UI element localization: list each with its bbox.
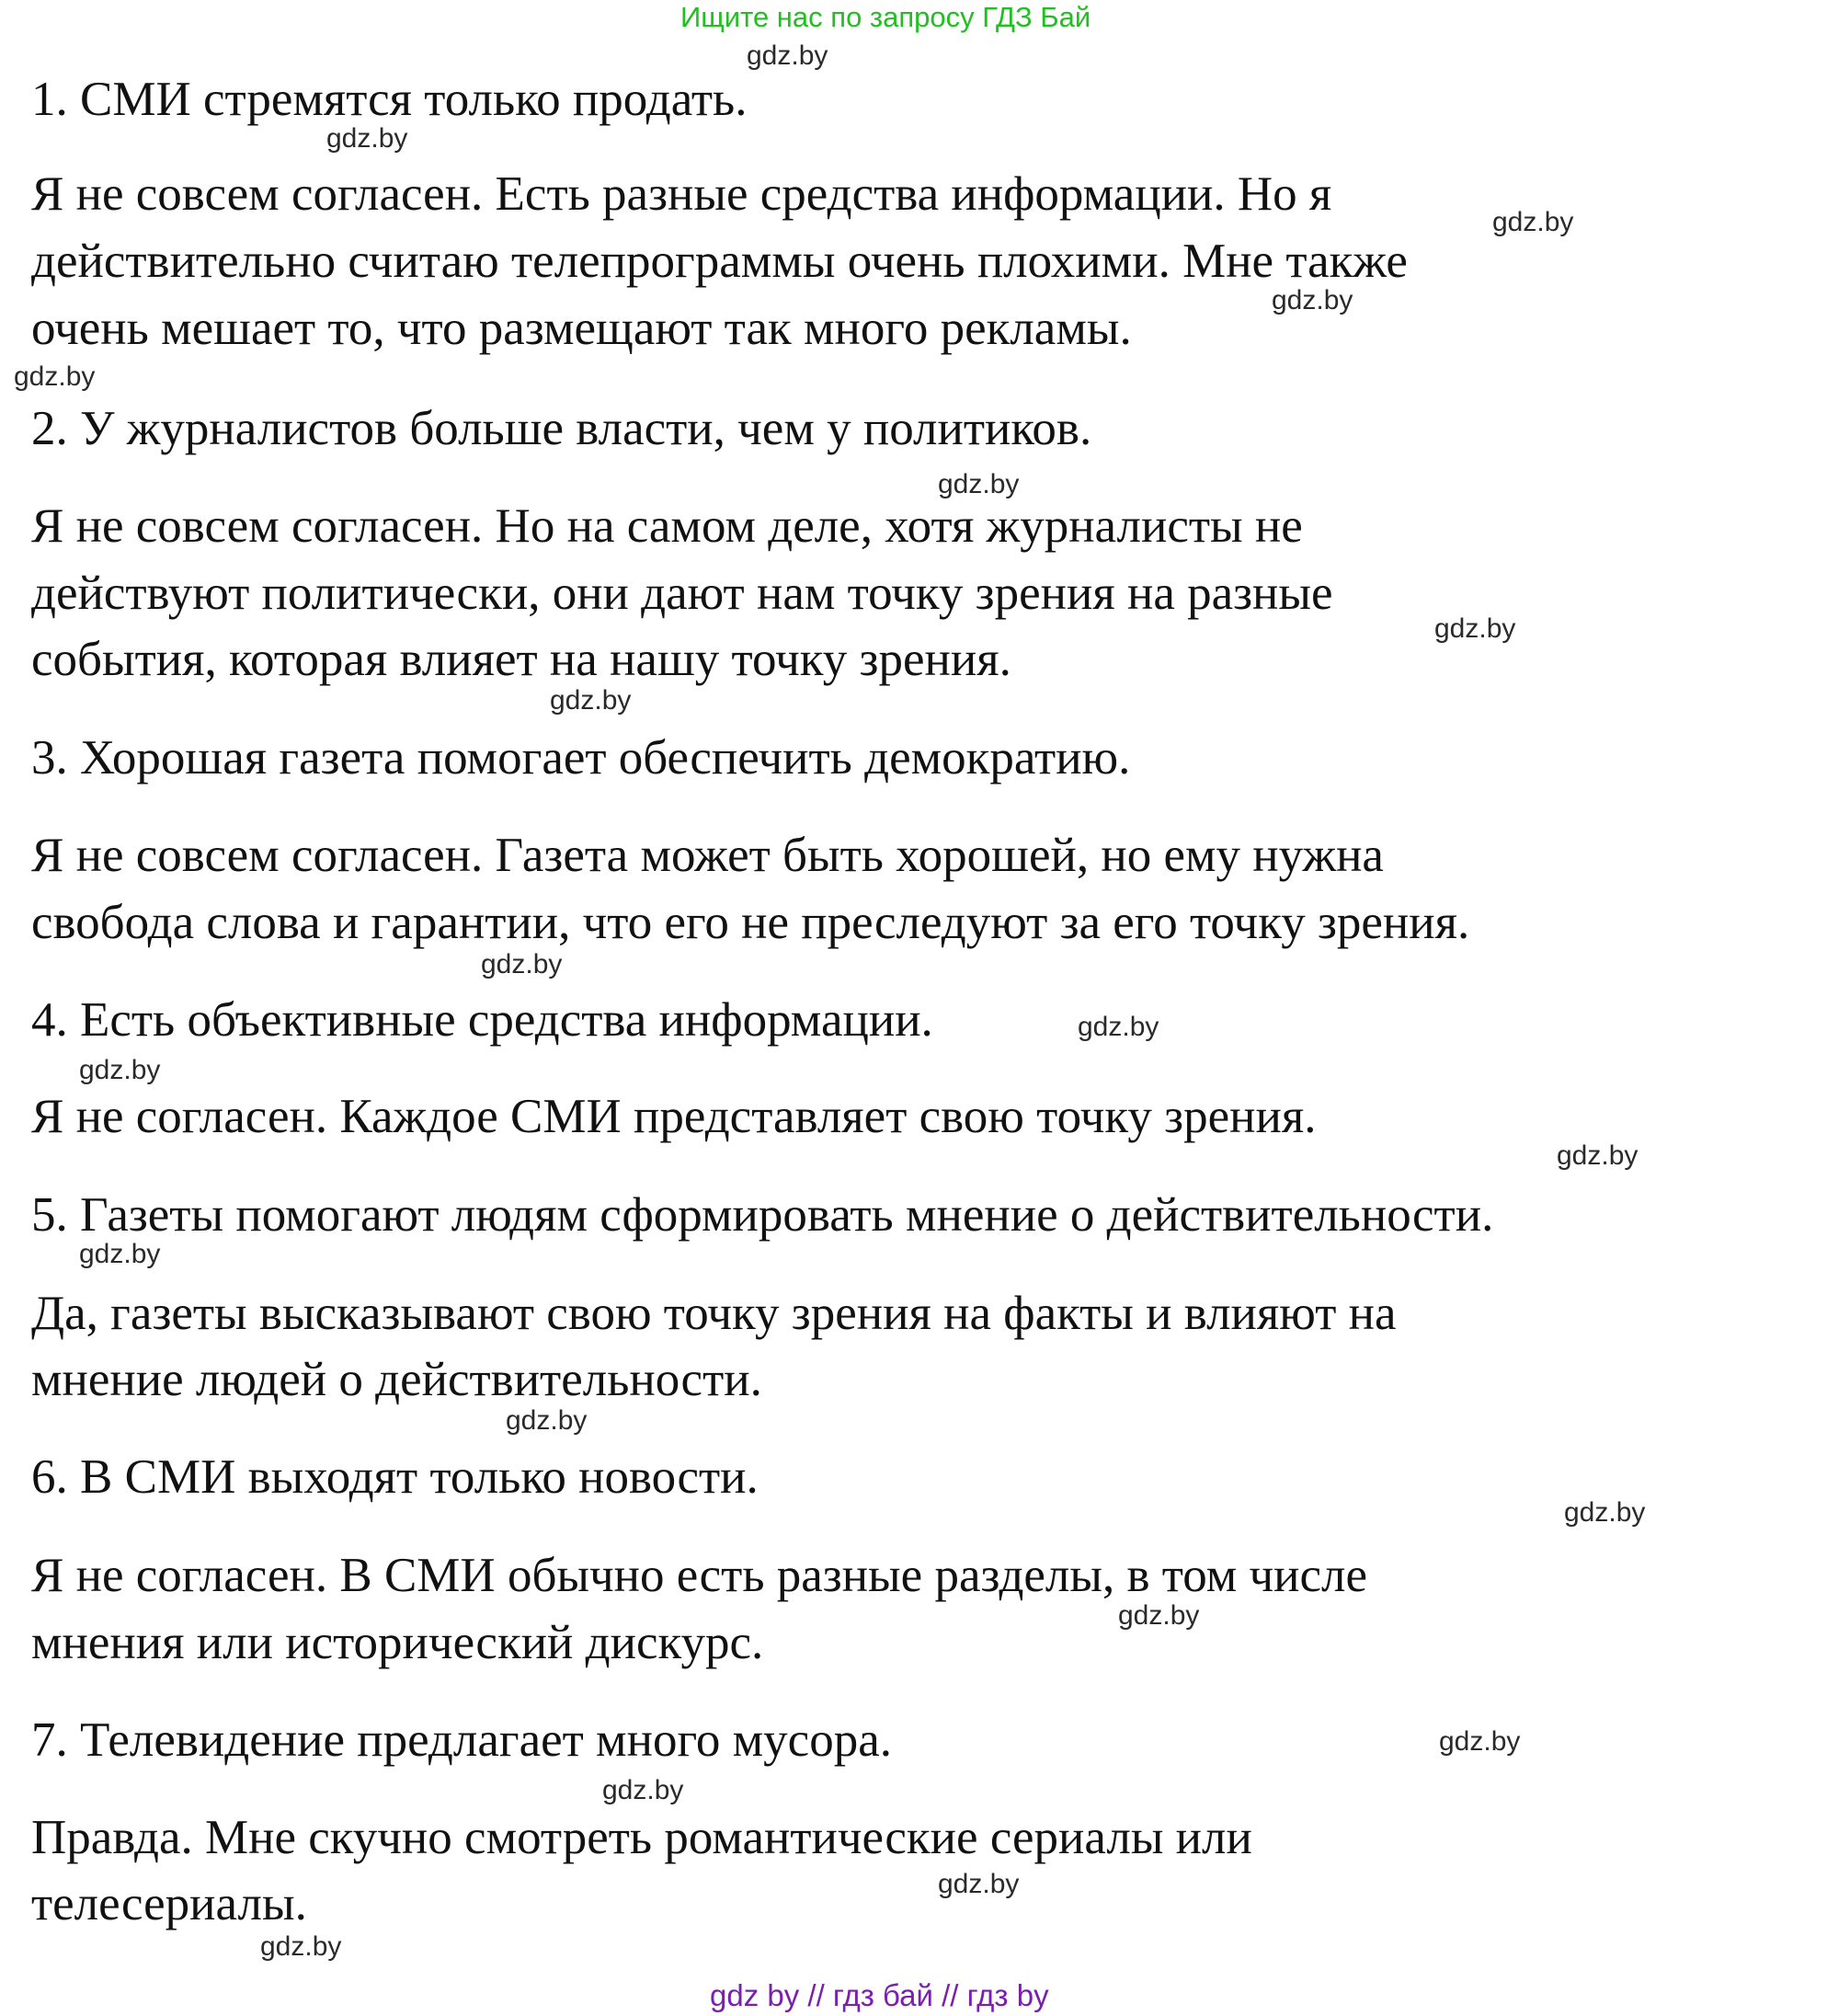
watermark: gdz.by xyxy=(1118,1600,1200,1631)
footer-links[interactable]: gdz by // гдз бай // гдз by xyxy=(710,1978,1049,2012)
watermark: gdz.by xyxy=(1434,613,1516,644)
answer-4-line-1: Я не согласен. Каждое СМИ представляет свою точку зрения. xyxy=(31,1090,1317,1143)
answer-2-line-3: события, которая влияет на нашу точку зрения. xyxy=(31,633,1011,686)
watermark: gdz.by xyxy=(1078,1012,1159,1042)
watermark: gdz.by xyxy=(550,685,632,716)
answer-5-line-2: мнение людей о действительности. xyxy=(31,1353,762,1406)
watermark: gdz.by xyxy=(747,40,828,71)
statement-6: 6. В СМИ выходят только новости. xyxy=(31,1450,759,1504)
answer-2-line-2: действуют политически, они дают нам точку зрения на разные xyxy=(31,567,1333,620)
watermark: gdz.by xyxy=(260,1931,342,1962)
watermark: gdz.by xyxy=(938,1869,1020,1899)
statement-4: 4. Есть объективные средства информации. xyxy=(31,993,933,1047)
statement-2: 2. У журналистов больше власти, чем у политиков. xyxy=(31,402,1092,455)
answer-1-line-1: Я не совсем согласен. Есть разные средства информации. Но я xyxy=(31,167,1332,221)
watermark: gdz.by xyxy=(1492,207,1574,237)
watermark: gdz.by xyxy=(326,123,408,154)
statement-1: 1. СМИ стремятся только продать. xyxy=(31,73,748,126)
watermark: gdz.by xyxy=(506,1405,588,1436)
answer-6-line-1: Я не согласен. В СМИ обычно есть разные разделы, в том числе xyxy=(31,1549,1368,1602)
answer-3-line-2: свобода слова и гарантии, что его не преследуют за его точку зрения. xyxy=(31,896,1470,949)
answer-7-line-2: телесериалы. xyxy=(31,1877,307,1930)
watermark: gdz.by xyxy=(938,469,1020,499)
answer-1-line-2: действительно считаю телепрограммы очень плохими. Мне также xyxy=(31,235,1408,288)
statement-3: 3. Хорошая газета помогает обеспечить демократию. xyxy=(31,731,1131,785)
watermark: gdz.by xyxy=(79,1055,161,1085)
answer-3-line-1: Я не совсем согласен. Газета может быть хорошей, но ему нужна xyxy=(31,829,1384,882)
watermark: gdz.by xyxy=(14,361,96,392)
watermark: gdz.by xyxy=(1557,1140,1639,1171)
answer-2-line-1: Я не совсем согласен. Но на самом деле, хотя журналисты не xyxy=(31,499,1303,553)
watermark: gdz.by xyxy=(602,1775,684,1805)
answer-1-line-3: очень мешает то, что размещают так много рекламы. xyxy=(31,302,1132,355)
statement-5: 5. Газеты помогают людям сформировать мнение о действительности. xyxy=(31,1188,1494,1242)
answer-7-line-1: Правда. Мне скучно смотреть романтические сериалы или xyxy=(31,1811,1252,1864)
watermark: gdz.by xyxy=(1564,1497,1646,1528)
answer-6-line-2: мнения или исторический дискурс. xyxy=(31,1616,764,1669)
watermark: gdz.by xyxy=(481,949,563,979)
search-hint-link[interactable]: Ищите нас по запросу ГДЗ Бай xyxy=(680,1,1091,33)
watermark: gdz.by xyxy=(79,1239,161,1269)
answer-5-line-1: Да, газеты высказывают свою точку зрения на факты и влияют на xyxy=(31,1287,1397,1340)
watermark: gdz.by xyxy=(1272,285,1353,315)
watermark: gdz.by xyxy=(1439,1726,1521,1757)
statement-7: 7. Телевидение предлагает много мусора. xyxy=(31,1713,892,1767)
